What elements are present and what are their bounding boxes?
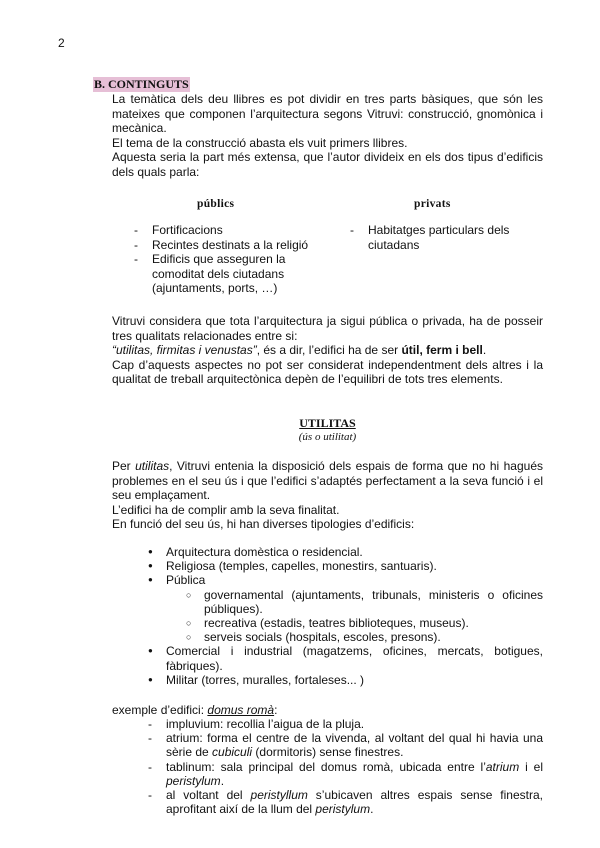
list-item: ● Militar (torres, muralles, fortaleses... ) xyxy=(148,673,543,687)
qualities-quote: “utilitas, firmitas i venustas” xyxy=(112,343,257,357)
publics-title: públics xyxy=(197,198,235,210)
page-number: 2 xyxy=(58,36,65,50)
publica-sublist xyxy=(166,588,543,645)
vitruvi-paragraph: Vitruvi considera que tota l’arquitectura ja sigui pública o privada, ha de posseir tres qualitats relacionades entre si: xyxy=(112,314,543,343)
section-heading: B. CONTINGUTS xyxy=(94,77,189,91)
utilitas-paragraph: L’edifici ha de complir amb la seva finalitat. xyxy=(112,502,340,517)
list-item: - impluvium: recollia l’aigua de la pluja. xyxy=(148,717,543,731)
sub-list-item: ○ recreativa (estadis, teatres biblioteques, museus). xyxy=(186,616,543,630)
utilitas-text xyxy=(112,459,543,532)
example-term: domus romà xyxy=(207,703,275,717)
list-item: - atrium: forma el centre de la vivenda, al voltant del qual hi havia una sèrie de cubiculi (dormitoris) sense finestres. xyxy=(148,731,543,759)
list-item: ● Pública ○ governamental (ajuntaments, tribunals, ministeris o oficines públiques). ○ recreativa (estadis, teatres biblioteques, museus). ○ serveis socials (hospitals, escoles, presons). xyxy=(148,573,543,644)
sub-list-item: ○ serveis socials (hospitals, escoles, presons). xyxy=(186,630,543,644)
list-item: - Fortificacions xyxy=(134,223,320,238)
privats-list xyxy=(350,223,525,252)
list-item: - tablinum: sala principal del domus romà, ubicada entre l’atrium i el peristylum. xyxy=(148,760,543,788)
qualities-bold: útil, ferm i bell xyxy=(401,343,483,357)
vitruvi-paragraph: Cap d’aquests aspectes no pot ser considerat independentment dels altres i la qualitat de treball arquitectònica depèn de l’equilibri de tots tres elements. xyxy=(112,357,543,386)
privats-title: privats xyxy=(414,198,451,210)
list-item: - Edificis que asseguren la comoditat dels ciutadans (ajuntaments, ports, …) xyxy=(134,252,320,296)
list-item: - Habitatges particulars dels ciutadans xyxy=(350,223,525,252)
vitruvi-qualities: “utilitas, firmitas i venustas”, és a dir, l’edifici ha de ser útil, ferm i bell. xyxy=(112,343,487,357)
list-item: ● Religiosa (temples, capelles, monestirs, santuaris). xyxy=(148,559,543,573)
sub-list-item: ○ governamental (ajuntaments, tribunals, ministeris o oficines públiques). xyxy=(186,588,543,616)
vitruvi-text xyxy=(112,314,543,387)
intro-paragraph: El tema de la construcció abasta els vuit primers llibres. xyxy=(112,135,408,150)
utilitas-subtitle: (ús o utilitat) xyxy=(298,431,357,443)
domus-parts-list xyxy=(148,717,543,816)
list-item: ● Comercial i industrial (magatzems, oficines, mercats, botigues, fàbriques). xyxy=(148,644,543,672)
intro-paragraph: Aquesta seria la part més extensa, que l’autor divideix en els dos tipus d’edificis dels quals parla: xyxy=(112,150,543,179)
list-item: - al voltant del peristyllum s’ubicaven altres espais sense finestra, aprofitant així de la llum del peristylum. xyxy=(148,788,543,816)
intro-paragraph: La temàtica dels deu llibres es pot dividir en tres parts bàsiques, que són les mateixes que componen l’arquitectura segons Vitruvi: construcció, gnomònica i mecànica. xyxy=(112,92,543,135)
utilitas-paragraph: En funció del seu ús, hi han diverses tipologies d’edificis: xyxy=(112,517,415,531)
intro-text xyxy=(112,92,543,179)
utilitas-title: UTILITAS xyxy=(299,416,356,430)
list-item: - Recintes destinats a la religió xyxy=(134,238,320,253)
list-item: ● Arquitectura domèstica o residencial. xyxy=(148,545,543,559)
utilitas-paragraph: Per utilitas, Vitruvi entenia la disposició dels espais de forma que no hi hagués problemes en el seu ús i que l’edifici s’adaptés perfectament a la seva funció i el seu emplaçament. xyxy=(112,459,543,502)
publics-list xyxy=(134,223,320,296)
building-types-list xyxy=(148,545,543,687)
example-label: exemple d’edifici: domus romà: xyxy=(112,703,278,717)
